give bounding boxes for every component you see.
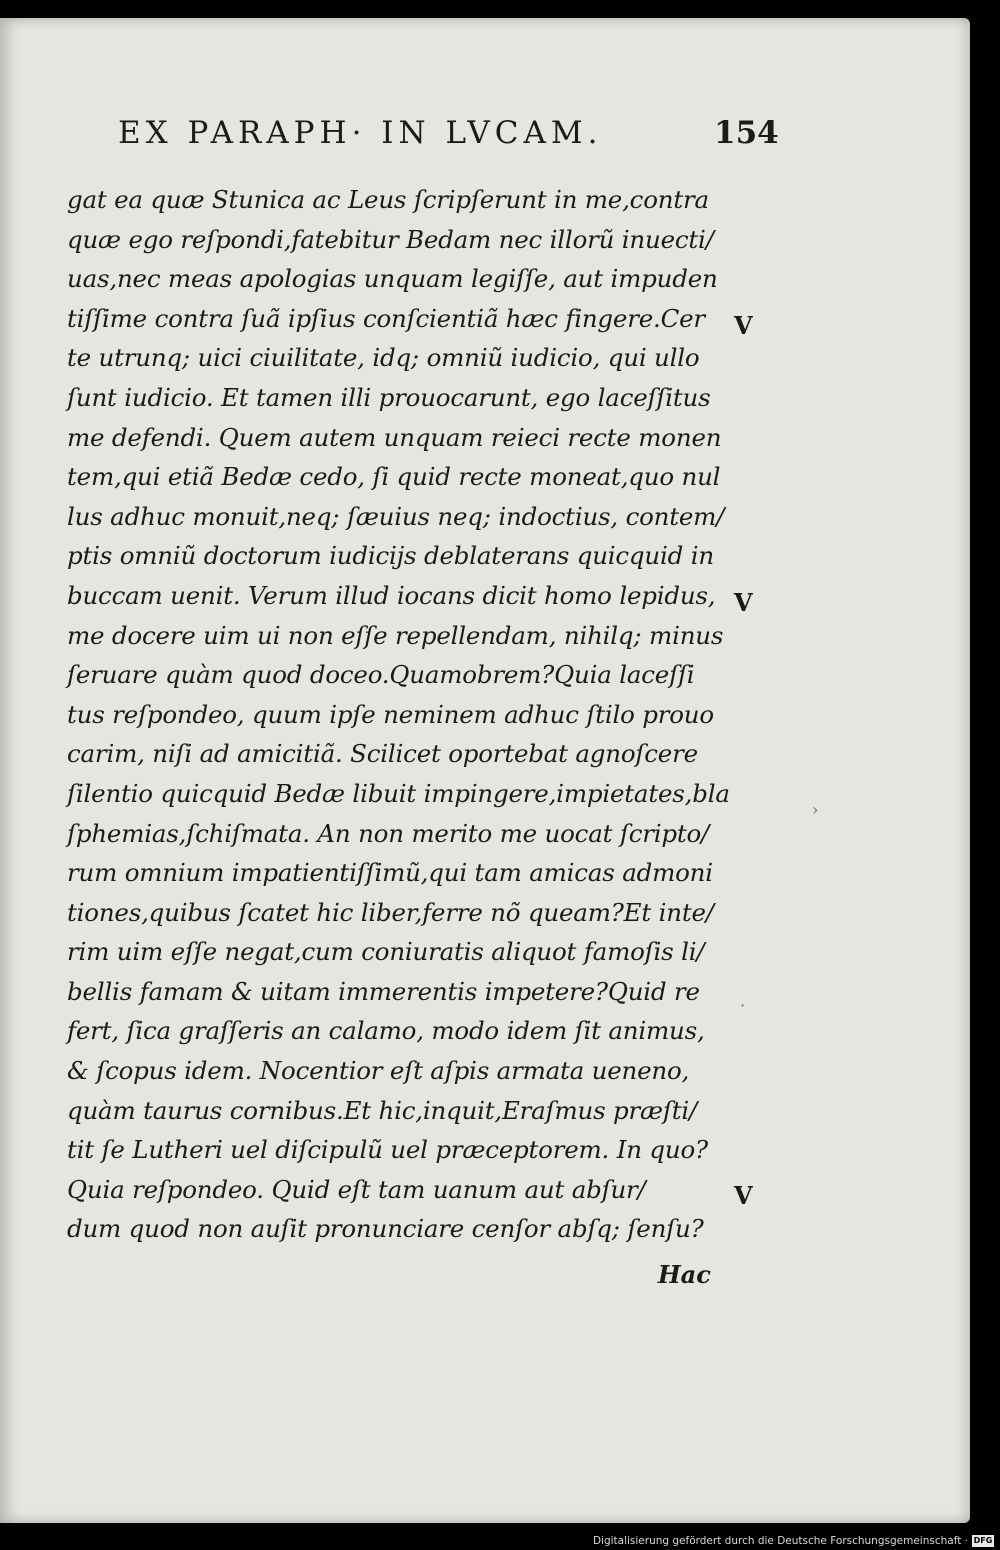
text-line: bellis famam & uitam immerentis impetere?Quid re: [67, 976, 700, 1006]
text-line: te utrunq; uici ciuilitate, idq; omniũ iudicio, qui ullo: [67, 343, 700, 373]
paper-blemish: ›: [812, 800, 819, 819]
text-line: quàm taurus cornibus.Et hic,inquit,Eraſmus præſti/: [67, 1095, 698, 1125]
text-line: Quia reſpondeo. Quid eſt tam uanum aut abſur/: [67, 1174, 646, 1204]
text-line: me defendi. Quem autem unquam reieci recte monen: [67, 422, 722, 452]
text-line: ptis omniũ doctorum iudicijs deblaterans quicquid in: [67, 541, 714, 571]
text-line: rim uim eſſe negat,cum coniuratis aliquot famoſis li/: [67, 937, 705, 967]
text-line: me docere uim ui non eſſe repellendam, nihilq; minus: [67, 620, 724, 650]
dfg-logo-icon: DFG: [973, 1536, 993, 1545]
text-line: ſphemias,ſchiſmata. An non merito me uocat ſcripto/: [67, 818, 710, 848]
text-line: ſunt iudicio. Et tamen illi prouocarunt, ego laceſſitus: [67, 382, 711, 412]
text-line: carim, niſi ad amicitiã. Scilicet oportebat agnoſcere: [67, 739, 698, 769]
text-line: buccam uenit. Verum illud iocans dicit homo lepidus,: [67, 580, 716, 610]
folio-number: 154: [714, 115, 779, 151]
text-line: ſeruare quàm quod doceo.Quamobrem?Quia laceſſi: [67, 660, 695, 690]
text-line: uas,nec meas apologias unquam legiſſe, aut impuden: [67, 264, 718, 294]
text-line: tiones,quibus ſcatet hic liber,ferre nõ queam?Et inte/: [67, 897, 714, 927]
body-text: [67, 180, 730, 1249]
paper-blemish: ·: [740, 996, 746, 1015]
marginal-mark: V: [734, 311, 753, 340]
text-line: rum omnium impatientiſſimũ,qui tam amicas admoni: [67, 858, 713, 888]
text-line: tem,qui etiã Bedæ cedo, ſi quid recte moneat,quo nul: [67, 462, 721, 492]
marginal-mark: V: [734, 588, 753, 617]
text-line: ſilentio quicquid Bedæ libuit impingere,impietates,bla: [67, 778, 730, 808]
text-line: lus adhuc monuit,neq; ſæuius neq; indoctius, contem/: [67, 501, 725, 531]
book-page: [0, 18, 970, 1523]
text-line: & ſcopus idem. Nocentior eſt aſpis armata ueneno,: [67, 1056, 690, 1086]
text-line: gat ea quæ Stunica ac Leus ſcripſerunt in me,contra: [67, 185, 709, 214]
text-line: tus reſpondeo, quum ipſe neminem adhuc ſtilo prouo: [67, 699, 714, 729]
credit-text: Digitalisierung gefördert durch die Deutsche Forschungsgemeinschaft ·: [592, 1535, 968, 1547]
running-head: EX PARAPH· IN LVCAM.: [118, 115, 603, 151]
text-line: tit ſe Lutheri uel diſcipulũ uel præceptorem. In quo?: [67, 1135, 708, 1165]
marginal-mark: V: [734, 1181, 753, 1210]
text-line: tiſſime contra ſuã ipſius conſcientiã hæc fingere.Cer: [67, 303, 705, 333]
text-line: dum quod non auſit pronunciare cenſor abſq; ſenſu?: [67, 1214, 704, 1244]
catchword: Hac: [658, 1260, 711, 1289]
text-line: fert, ſica graſſeris an calamo, modo idem ſit animus,: [67, 1016, 705, 1046]
digitization-credit: [593, 1532, 994, 1550]
text-line: quæ ego reſpondi,fatebitur Bedam nec illorũ inuecti/: [67, 224, 714, 254]
